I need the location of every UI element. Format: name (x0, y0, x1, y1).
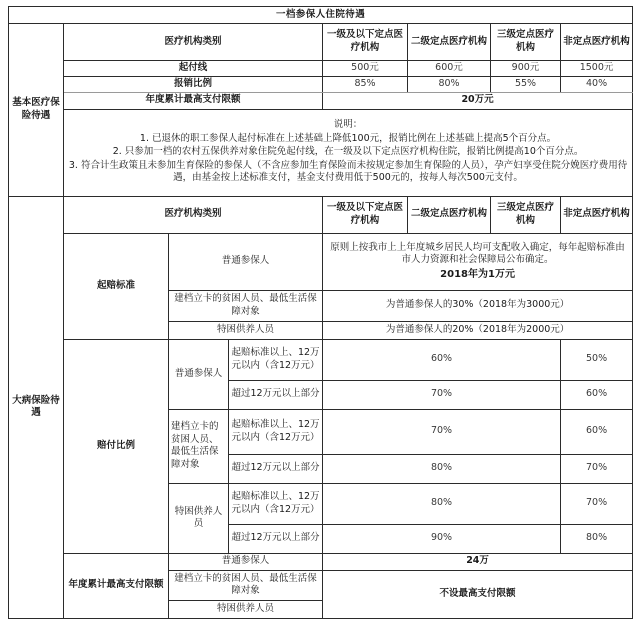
payout-range-poor-tier1: 起赔标准以上、12万元以内（含12万元） (229, 409, 323, 454)
payout-non-designated-special-tier1: 70% (561, 483, 633, 524)
payout-non-designated-poor-tier2: 70% (561, 454, 633, 483)
table-row-annual-cap-basic (9, 92, 633, 109)
person-type-poor-payout: 建档立卡的贫困人员、最低生活保障对象 (169, 409, 229, 483)
table-title-row (9, 7, 633, 24)
note-item-1: 1. 已退休的职工参保人起付标准在上述基础上降低100元，报销比例在上述基础上提高5个百分点。 (139, 132, 557, 144)
payout-range-poor-tier2: 超过12万元以上部分 (229, 454, 323, 483)
note-item-3: 3. 符合计生政策且未参加生育保险的参保人（不含应参加生育保险而未按规定参加生育保险的人员），孕产妇享受住院分娩医疗费用待遇，由基金按上述标准支付，基金支付费用低于500元的，按每人每次500元支付。 (68, 159, 628, 184)
column-header-facility-category-major: 医疗机构类别 (64, 196, 323, 233)
payout-designated-special-tier1: 80% (323, 483, 561, 524)
section-label-major-illness: 大病保险待遇 (9, 196, 64, 618)
payout-non-designated-ordinary-tier2: 60% (561, 380, 633, 409)
payout-designated-poor-tier2: 80% (323, 454, 561, 483)
row-label-deductible-line: 起付线 (64, 61, 323, 77)
person-type-special-deductible: 特困供养人员 (169, 321, 323, 339)
person-type-ordinary-cap: 普通参保人 (169, 553, 323, 570)
table-row-mi-deductible-ordinary (9, 233, 633, 290)
deductible-non-designated: 1500元 (561, 61, 633, 77)
row-label-reimbursement-ratio: 报销比例 (64, 77, 323, 93)
column-header-level-2: 二级定点医疗机构 (408, 24, 491, 61)
column-header-level-3: 三级定点医疗机构 (491, 24, 561, 61)
reimbursement-non-designated: 40% (561, 77, 633, 93)
payout-designated-poor-tier1: 70% (323, 409, 561, 454)
mi-deductible-ordinary-2018: 2018年为1万元 (440, 268, 515, 280)
note-item-2: 2. 只参加一档的农村五保供养对象住院免起付线，在一级及以下定点医疗机构住院，报销比例提高10个百分点。 (112, 146, 584, 158)
column-header-level-1-major: 一级及以下定点医疗机构 (323, 196, 408, 233)
row-label-mi-deductible-standard: 起赔标准 (64, 233, 169, 339)
mi-deductible-ordinary-text: 原则上按我市上上年度城乡居民人均可支配收入确定，每年起赔标准由市人力资源和社会保障局公布确定。 (330, 241, 625, 266)
major-illness-header-row (9, 196, 633, 233)
payout-range-ordinary-tier1: 起赔标准以上、12万元以内（含12万元） (229, 339, 323, 380)
column-header-level-2-major: 二级定点医疗机构 (408, 196, 491, 233)
column-header-non-designated: 非定点医疗机构 (561, 24, 633, 61)
mi-deductible-special-value: 为普通参保人的20%（2018年为2000元） (323, 321, 633, 339)
column-header-level-3-major: 三级定点医疗机构 (491, 196, 561, 233)
reimbursement-level-1: 85% (323, 77, 408, 93)
person-type-poor-cap: 建档立卡的贫困人员、最低生活保障对象 (169, 570, 323, 600)
insurance-benefits-sheet (8, 6, 632, 619)
mi-cap-ordinary-value: 24万 (323, 553, 633, 570)
deductible-level-1: 500元 (323, 61, 408, 77)
payout-designated-special-tier2: 90% (323, 524, 561, 553)
table-row-payout-ordinary-tier1 (9, 339, 633, 380)
payout-non-designated-poor-tier1: 60% (561, 409, 633, 454)
section-label-basic-insurance: 基本医疗保险待遇 (9, 24, 64, 197)
column-header-non-designated-major: 非定点医疗机构 (561, 196, 633, 233)
table-row-mi-cap-ordinary (9, 553, 633, 570)
payout-designated-ordinary-tier1: 60% (323, 339, 561, 380)
annual-cap-basic-value: 20万元 (323, 92, 633, 109)
mi-deductible-poor-value: 为普通参保人的30%（2018年为3000元） (323, 290, 633, 321)
column-header-level-1: 一级及以下定点医疗机构 (323, 24, 408, 61)
table-row-basic-notes (9, 109, 633, 196)
person-type-ordinary-deductible: 普通参保人 (169, 233, 323, 290)
payout-range-special-tier2: 超过12万元以上部分 (229, 524, 323, 553)
payout-non-designated-special-tier2: 80% (561, 524, 633, 553)
mi-cap-no-limit-value: 不设最高支付限额 (323, 570, 633, 618)
row-label-mi-annual-cap: 年度累计最高支付限额 (64, 553, 169, 618)
basic-insurance-notes (64, 109, 633, 196)
reimbursement-level-2: 80% (408, 77, 491, 93)
payout-range-special-tier1: 起赔标准以上、12万元以内（含12万元） (229, 483, 323, 524)
payout-range-ordinary-tier2: 超过12万元以上部分 (229, 380, 323, 409)
mi-deductible-ordinary-value (323, 233, 633, 290)
insurance-benefits-table (8, 6, 633, 619)
column-header-facility-category: 医疗机构类别 (64, 24, 323, 61)
row-label-payout-ratio: 赔付比例 (64, 339, 169, 553)
reimbursement-level-3: 55% (491, 77, 561, 93)
notes-heading: 说明： (333, 119, 363, 131)
person-type-special-payout: 特困供养人员 (169, 483, 229, 553)
deductible-level-3: 900元 (491, 61, 561, 77)
payout-designated-ordinary-tier2: 70% (323, 380, 561, 409)
deductible-level-2: 600元 (408, 61, 491, 77)
person-type-special-cap: 特困供养人员 (169, 600, 323, 618)
page-title: 一档参保人住院待遇 (9, 7, 633, 24)
table-row-deductible-line (9, 61, 633, 77)
person-type-ordinary-payout: 普通参保人 (169, 339, 229, 409)
payout-non-designated-ordinary-tier1: 50% (561, 339, 633, 380)
table-row-reimbursement-ratio (9, 77, 633, 93)
row-label-annual-cap-basic: 年度累计最高支付限额 (64, 92, 323, 109)
basic-header-row (9, 24, 633, 61)
person-type-poor-deductible: 建档立卡的贫困人员、最低生活保障对象 (169, 290, 323, 321)
